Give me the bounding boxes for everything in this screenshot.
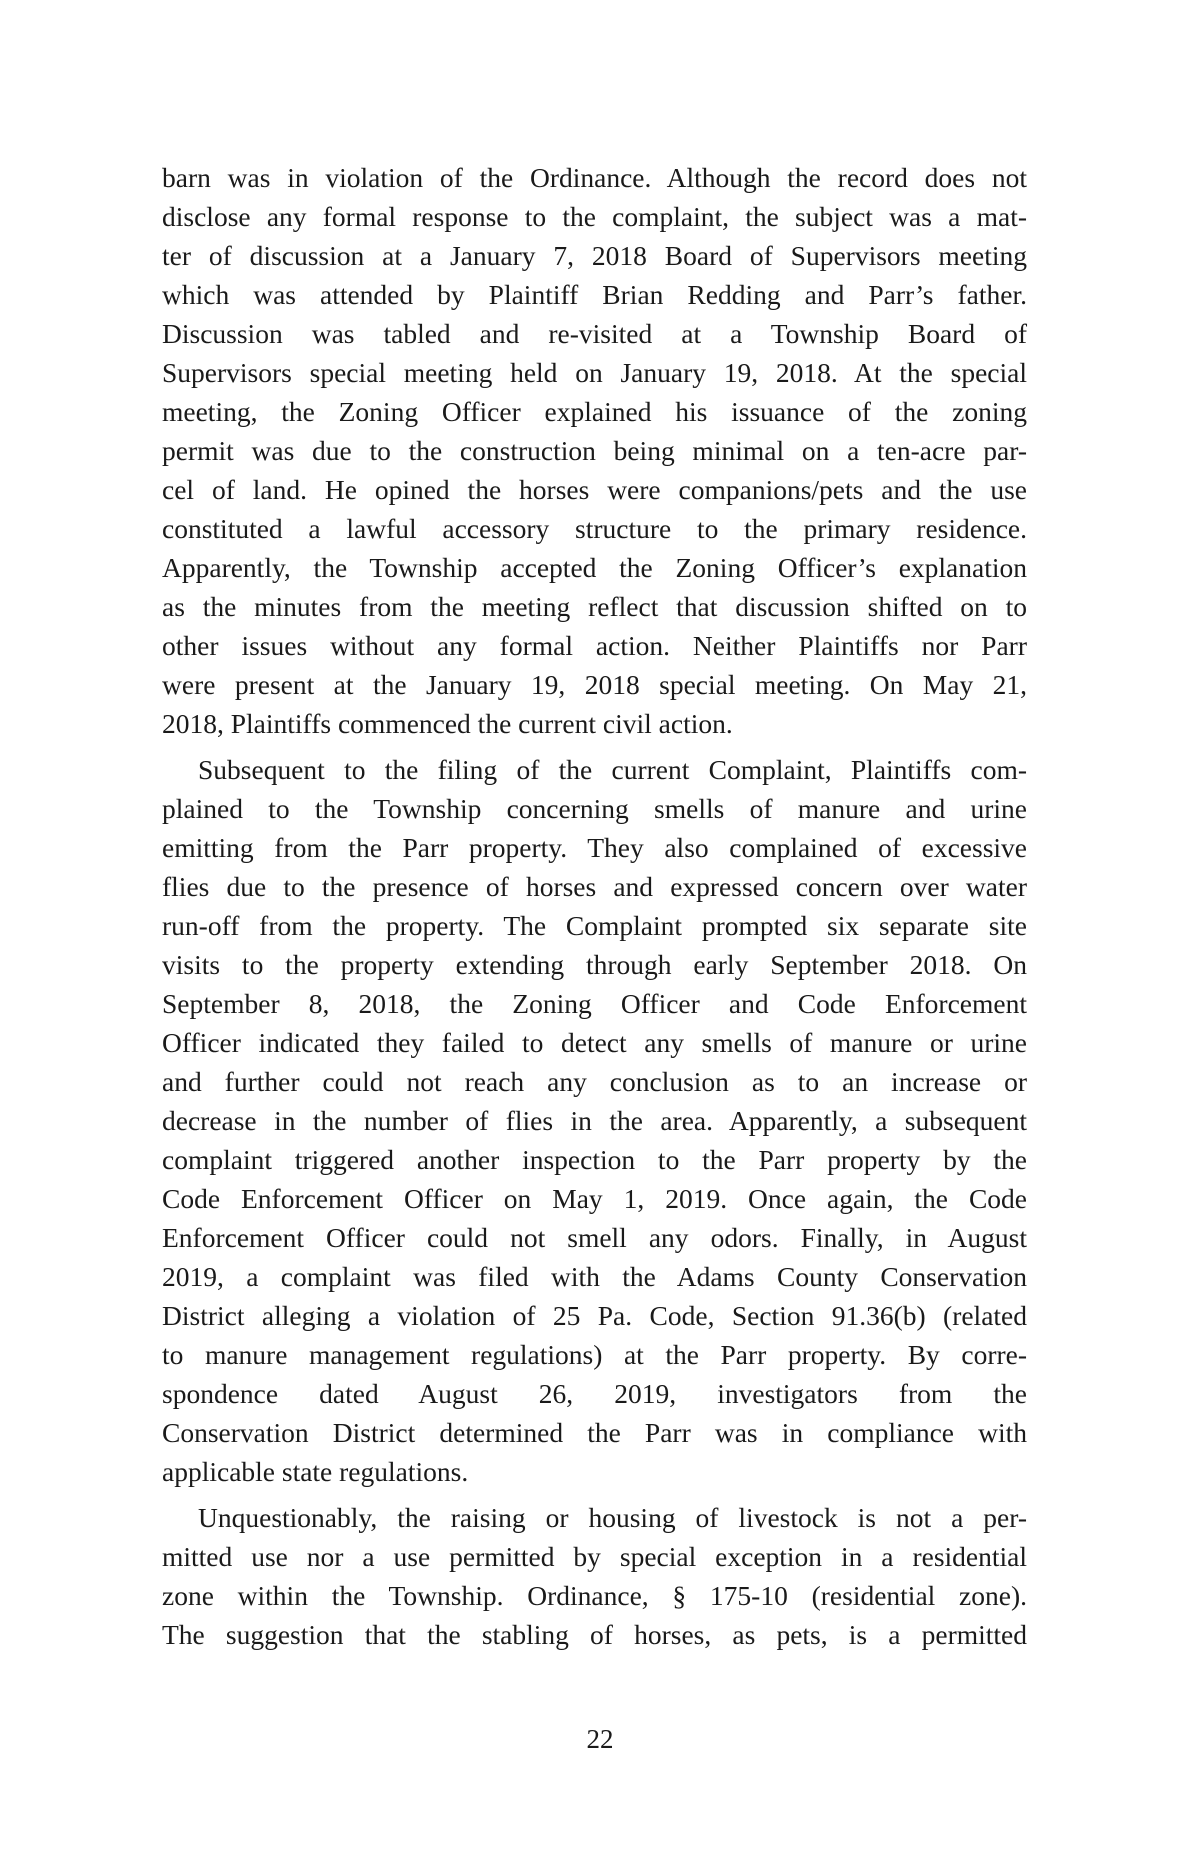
text-line: barn was in violation of the Ordinance. Although the record does not: [162, 162, 1027, 193]
text-line: 2019, a complaint was filed with the Adams County Conservation: [162, 1261, 1027, 1292]
text-line: Code Enforcement Officer on May 1, 2019. Once again, the Code: [162, 1183, 1027, 1214]
text-line: decrease in the number of flies in the area. Apparently, a subsequent: [162, 1105, 1027, 1136]
body-text: [162, 158, 1027, 1661]
text-line: Enforcement Officer could not smell any odors. Finally, in August: [162, 1222, 1027, 1253]
text-line: Discussion was tabled and re-visited at a Township Board of: [162, 318, 1027, 349]
text-line: mitted use nor a use permitted by special exception in a residential: [162, 1541, 1027, 1572]
paragraph: [162, 750, 1027, 1491]
text-line: were present at the January 19, 2018 special meeting. On May 21,: [162, 669, 1027, 700]
text-line: disclose any formal response to the complaint, the subject was a mat-: [162, 201, 1027, 232]
text-line: applicable state regulations.: [162, 1456, 469, 1487]
text-line: as the minutes from the meeting reflect that discussion shifted on to: [162, 591, 1027, 622]
text-line: which was attended by Plaintiff Brian Redding and Parr’s father.: [162, 279, 1027, 310]
text-line: September 8, 2018, the Zoning Officer and Code Enforcement: [162, 988, 1027, 1019]
text-line: spondence dated August 26, 2019, investigators from the: [162, 1378, 1027, 1409]
text-line: other issues without any formal action. Neither Plaintiffs nor Parr: [162, 630, 1027, 661]
text-line: District alleging a violation of 25 Pa. Code, Section 91.36(b) (related: [162, 1300, 1027, 1331]
text-line: and further could not reach any conclusion as to an increase or: [162, 1066, 1027, 1097]
text-line: complaint triggered another inspection to the Parr property by the: [162, 1144, 1027, 1175]
paragraph: [162, 1498, 1027, 1654]
text-line: ter of discussion at a January 7, 2018 Board of Supervisors meeting: [162, 240, 1027, 271]
text-line: cel of land. He opined the horses were companions/pets and the use: [162, 474, 1027, 505]
text-line: Subsequent to the filing of the current Complaint, Plaintiffs com-: [198, 754, 1027, 785]
text-line: visits to the property extending through early September 2018. On: [162, 949, 1027, 980]
paragraph: [162, 158, 1027, 743]
text-line: Apparently, the Township accepted the Zoning Officer’s explanation: [162, 552, 1027, 583]
text-line: zone within the Township. Ordinance, § 175-10 (residential zone).: [162, 1580, 1027, 1611]
text-line: flies due to the presence of horses and expressed concern over water: [162, 871, 1027, 902]
text-line: plained to the Township concerning smells of manure and urine: [162, 793, 1027, 824]
text-line: Officer indicated they failed to detect any smells of manure or urine: [162, 1027, 1027, 1058]
text-line: The suggestion that the stabling of horses, as pets, is a permitted: [162, 1619, 1027, 1650]
page-number: 22: [586, 1724, 614, 1754]
text-line: Supervisors special meeting held on January 19, 2018. At the special: [162, 357, 1027, 388]
text-line: run-off from the property. The Complaint prompted six separate site: [162, 910, 1027, 941]
text-line: meeting, the Zoning Officer explained his issuance of the zoning: [162, 396, 1027, 427]
text-line: Unquestionably, the raising or housing of livestock is not a per-: [198, 1502, 1027, 1533]
text-line: to manure management regulations) at the Parr property. By corre-: [162, 1339, 1027, 1370]
text-line: Conservation District determined the Parr was in compliance with: [162, 1417, 1027, 1448]
text-line: emitting from the Parr property. They also complained of excessive: [162, 832, 1027, 863]
text-line: constituted a lawful accessory structure to the primary residence.: [162, 513, 1027, 544]
text-line: 2018, Plaintiffs commenced the current civil action.: [162, 708, 733, 739]
text-line: permit was due to the construction being minimal on a ten-acre par-: [162, 435, 1027, 466]
